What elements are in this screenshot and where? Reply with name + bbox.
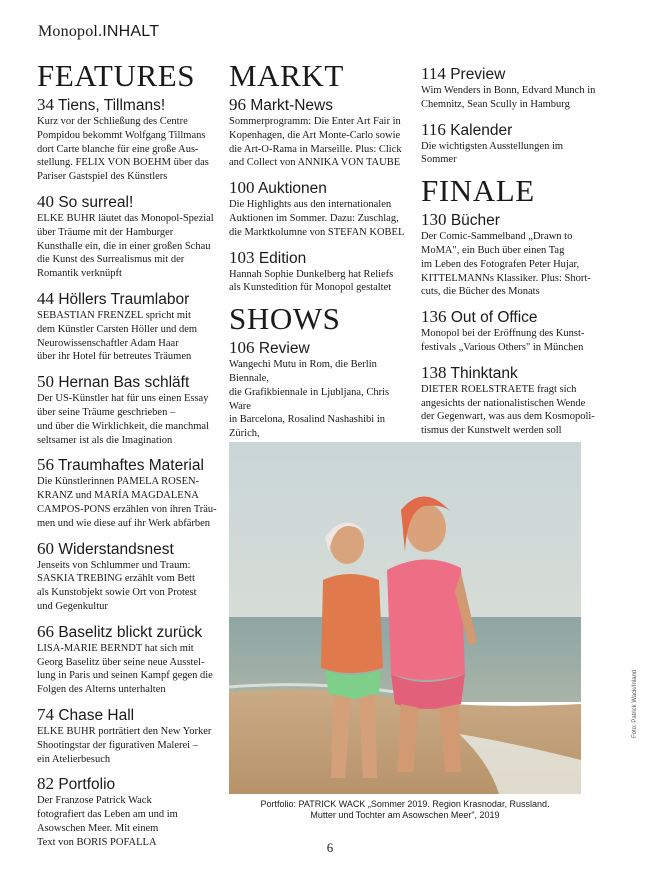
- description-line: SASKIA TREBING erzählt vom Bett: [37, 573, 195, 585]
- toc-headline: Baselitz blickt zurück: [58, 623, 203, 641]
- toc-page-number: 44: [37, 288, 54, 308]
- toc-entry-description: [421, 140, 601, 168]
- description-line: ein Atelierbesuch: [37, 753, 111, 765]
- toc-entry: [421, 363, 601, 438]
- toc-entry-description: [229, 198, 412, 239]
- description-line: Chemnitz, Sean Scully in Hamburg: [421, 98, 570, 110]
- toc-entry-description: [37, 309, 222, 364]
- toc-headline: Kalender: [450, 121, 513, 139]
- description-line: seltsamer ist als die Imagination: [37, 434, 173, 446]
- toc-entry: [37, 289, 222, 364]
- toc-entry-title: [421, 363, 601, 383]
- toc-entry-description: [37, 559, 222, 614]
- description-line: im Leben des Fotografen Peter Hujar,: [421, 258, 580, 270]
- toc-page-number: 74: [37, 704, 54, 724]
- description-line: Pompidou bekommt Wolfgang Tillmans: [37, 129, 206, 141]
- description-line: der Gegenwart, was aus dem Kosmopoli-: [421, 411, 595, 423]
- description-line: SEBASTIAN FRENZEL spricht mit: [37, 309, 191, 321]
- finale-list: [421, 210, 601, 438]
- toc-entry: [421, 64, 601, 112]
- description-line: Der Franzose Patrick Wack: [37, 795, 152, 807]
- toc-page-number: 66: [37, 621, 54, 641]
- toc-headline: Edition: [258, 249, 307, 267]
- preview-list: [421, 64, 601, 167]
- description-line: MoMA", ein Buch über einen Tag: [421, 244, 565, 256]
- description-line: Asowschen Meer. Mit einem: [37, 822, 159, 834]
- toc-headline: Tiens, Tillmans!: [58, 97, 166, 114]
- description-line: Shootingstar der figurativen Malerei –: [37, 739, 198, 751]
- description-line: Georg Baselitz über seine neue Ausstel-: [37, 656, 205, 668]
- toc-entry: [421, 120, 601, 168]
- toc-page-number: 136: [421, 307, 447, 327]
- page-header: [38, 23, 159, 41]
- features-list: [37, 95, 222, 849]
- description-line: and Collect von ANNIKA VON TAUBE: [229, 157, 401, 169]
- toc-entry-title: [37, 705, 222, 725]
- toc-entry-description: [37, 475, 222, 530]
- description-line: in Barcelona, Rosalind Nashashibi in Zürich,: [229, 414, 386, 440]
- markt-list: [229, 95, 412, 295]
- toc-entry-description: [37, 115, 222, 184]
- toc-entry-title: [37, 539, 222, 559]
- description-line: DIETER ROELSTRAETE fragt sich: [421, 383, 577, 395]
- description-line: Kopenhagen, die Art Monte-Carlo sowie: [229, 129, 401, 141]
- description-line: Monopol bei der Eröffnung des Kunst-: [421, 328, 585, 340]
- description-line: Romantik verknüpft: [37, 268, 122, 280]
- description-line: Auktionen im Sommer. Dazu: Zuschlag,: [229, 212, 399, 224]
- toc-entry-description: [37, 392, 222, 447]
- toc-page-number: 50: [37, 372, 54, 392]
- toc-entry-title: [37, 95, 222, 115]
- description-line: Die Künstlerinnen PAMELA ROSEN-: [37, 476, 200, 488]
- toc-entry-description: [421, 327, 601, 355]
- markt-heading: MARKT: [229, 58, 344, 93]
- toc-page-number: 106: [229, 338, 255, 358]
- description-line: ELKE BUHR porträtiert den New Yorker: [37, 725, 212, 737]
- toc-page-number: 56: [37, 455, 54, 475]
- markt-shows-column: [229, 60, 412, 477]
- photo-credit: Foto: Patrick Wack/Inland: [632, 669, 638, 738]
- toc-entry-description: [37, 642, 222, 697]
- page-number: 6: [326, 840, 334, 855]
- toc-entry: [37, 705, 222, 766]
- toc-page-number: 100: [229, 178, 255, 198]
- toc-entry-title: [421, 307, 601, 327]
- toc-headline: Auktionen: [257, 180, 327, 198]
- description-line: ELKE BUHR läutet das Monopol-Spezial: [37, 212, 214, 224]
- toc-page-number: 130: [421, 210, 447, 230]
- description-line: Der US-Künstler hat für uns einen Essay: [37, 393, 209, 405]
- toc-headline: Preview: [450, 66, 506, 83]
- description-line: die Grafikbiennale in Ljubljana, Chris Ware: [229, 386, 390, 412]
- toc-headline: Bücher: [450, 212, 500, 230]
- description-line: Text von BORIS POFALLA: [37, 836, 157, 848]
- toc-entry: [37, 372, 222, 447]
- toc-entry-title: [37, 372, 222, 392]
- toc-entry-title: [229, 248, 412, 268]
- toc-entry-title: [37, 774, 222, 794]
- toc-entry-description: [229, 115, 412, 170]
- description-line: Sommerprogramm: Die Enter Art Fair in: [229, 116, 401, 127]
- description-line: die Kunst des Surrealismus mit der: [37, 254, 185, 266]
- section-label: INHALT: [102, 23, 160, 40]
- description-line: Folgen des Alterns unterhalten: [37, 684, 166, 696]
- toc-entry: [37, 774, 222, 849]
- description-line: Wim Wenders in Bonn, Edvard Munch in: [421, 85, 596, 96]
- toc-entry-description: [37, 212, 222, 281]
- description-line: Wangechi Mutu in Rom, die Berlin Biennale,: [229, 359, 377, 384]
- toc-headline: Höllers Traumlabor: [58, 290, 190, 308]
- portfolio-photo: [229, 442, 581, 794]
- description-line: als Kunstobjekt sowie Ort von Protest: [37, 587, 197, 599]
- toc-headline: Portfolio: [58, 776, 116, 794]
- description-line: und über die Wirklichkeit, die manchmal: [37, 420, 209, 432]
- description-line: fotografiert das Leben am und im: [37, 809, 178, 821]
- toc-entry: [37, 455, 222, 530]
- toc-entry-title: [421, 120, 601, 140]
- description-line: Neurowissenschaftler Adam Haar: [37, 337, 179, 349]
- toc-entry-description: [421, 383, 601, 438]
- toc-headline: Review: [258, 340, 310, 358]
- toc-entry-title: [229, 338, 412, 358]
- description-line: stellung. FELIX VON BOEHM über das: [37, 157, 209, 169]
- toc-entry-description: [421, 230, 601, 299]
- toc-headline: So surreal!: [58, 193, 134, 211]
- features-column: [37, 60, 222, 857]
- toc-entry: [37, 192, 222, 281]
- toc-headline: Thinktank: [450, 364, 518, 382]
- description-line: angesichts der nationalistischen Wende: [421, 397, 586, 409]
- toc-page-number: 34: [37, 95, 54, 114]
- toc-entry-title: [37, 289, 222, 309]
- description-line: Jenseits von Schlummer und Traum:: [37, 559, 191, 571]
- toc-entry-description: [421, 84, 601, 112]
- description-line: die Marktkolumne von STEFAN KOBEL: [229, 226, 405, 238]
- toc-entry-title: [421, 210, 601, 230]
- toc-entry-title: [229, 178, 412, 198]
- toc-page-number: 82: [37, 774, 54, 794]
- toc-page-number: 40: [37, 191, 54, 211]
- shows-heading: SHOWS: [229, 301, 341, 337]
- toc-headline: Markt-News: [250, 97, 333, 114]
- description-line: Die Highlights aus den internationalen: [229, 199, 392, 211]
- toc-entry-title: [421, 64, 601, 84]
- toc-entry-title: [229, 95, 412, 115]
- description-line: cuts, die Bücher des Monats: [421, 286, 540, 298]
- toc-entry-description: [37, 725, 222, 766]
- description-line: dort Carte blanche für eine große Aus-: [37, 143, 199, 155]
- description-line: die Art-O-Rama in Marseille. Plus: Click: [229, 143, 402, 155]
- description-line: lung in Paris und seinen Kampf gegen die: [37, 670, 213, 682]
- toc-entry: [229, 248, 412, 296]
- toc-page-number: 96: [229, 95, 246, 114]
- description-line: über ihr Hotel für betreutes Träumen: [37, 351, 192, 363]
- toc-page-number: 116: [421, 119, 446, 139]
- toc-entry-title: [37, 192, 222, 212]
- description-line: men und wie diese auf ihr Werk abfärben: [37, 517, 211, 529]
- description-line: über seine Träume geschrieben –: [37, 406, 176, 418]
- description-line: und Gegenkultur: [37, 600, 108, 612]
- description-line: Die wichtigsten Ausstellungen im Sommer: [421, 140, 564, 166]
- description-line: KITTELMANNs Klassiker. Plus: Short-: [421, 272, 591, 284]
- description-line: dem Künstler Carsten Höller und dem: [37, 323, 198, 335]
- toc-headline: Out of Office: [450, 309, 538, 327]
- description-line: tismus der Kunstwelt werden soll: [421, 425, 562, 437]
- toc-entry-description: [229, 268, 412, 296]
- toc-page-number: 138: [421, 362, 447, 382]
- description-line: Pariser Gastspiel des Künstlers: [37, 171, 168, 183]
- toc-entry: [229, 178, 412, 239]
- toc-entry: [37, 622, 222, 697]
- toc-headline: Traumhaftes Material: [58, 457, 204, 475]
- toc-page-number: 60: [37, 538, 54, 558]
- caption-line-1: Portfolio: PATRICK WACK „Sommer 2019. Region Krasnodar, Russland.: [260, 799, 550, 809]
- toc-headline: Widerstandsnest: [58, 540, 174, 558]
- magazine-brand: Monopol.: [38, 23, 103, 40]
- toc-entry: [37, 95, 222, 184]
- photo-caption: [229, 799, 581, 821]
- toc-entry-title: [37, 622, 222, 642]
- toc-headline: Hernan Bas schläft: [58, 374, 190, 392]
- description-line: über Träume mit der Hamburger: [37, 226, 174, 238]
- preview-finale-column: [421, 64, 601, 446]
- description-line: als Kunstedition für Monopol gestaltet: [229, 282, 392, 294]
- description-line: KRANZ und MARÍA MAGDALENA: [37, 490, 199, 502]
- description-line: LISA-MARIE BERNDT hat sich mit: [37, 642, 194, 654]
- toc-page-number: 103: [229, 247, 255, 267]
- toc-entry: [421, 307, 601, 355]
- toc-headline: Chase Hall: [58, 706, 135, 724]
- toc-entry-title: [37, 455, 222, 475]
- description-line: Kurz vor der Schließung des Centre: [37, 116, 188, 127]
- toc-entry: [37, 539, 222, 614]
- caption-line-2: Mutter und Tochter am Asowschen Meer", 2019: [310, 810, 500, 820]
- toc-page-number: 114: [421, 64, 446, 83]
- description-line: Kunsthalle ein, die in einer großen Schau: [37, 240, 211, 252]
- description-line: Hannah Sophie Dunkelberg hat Reliefs: [229, 268, 394, 280]
- toc-entry: [229, 95, 412, 170]
- features-heading: FEATURES: [37, 58, 196, 93]
- finale-heading: FINALE: [421, 173, 535, 209]
- description-line: Der Comic-Sammelband „Drawn to: [421, 231, 573, 243]
- toc-entry: [421, 210, 601, 299]
- description-line: CAMPOS-PONS erzählen von ihren Träu-: [37, 503, 217, 515]
- description-line: festivals „Various Others" in München: [421, 341, 584, 353]
